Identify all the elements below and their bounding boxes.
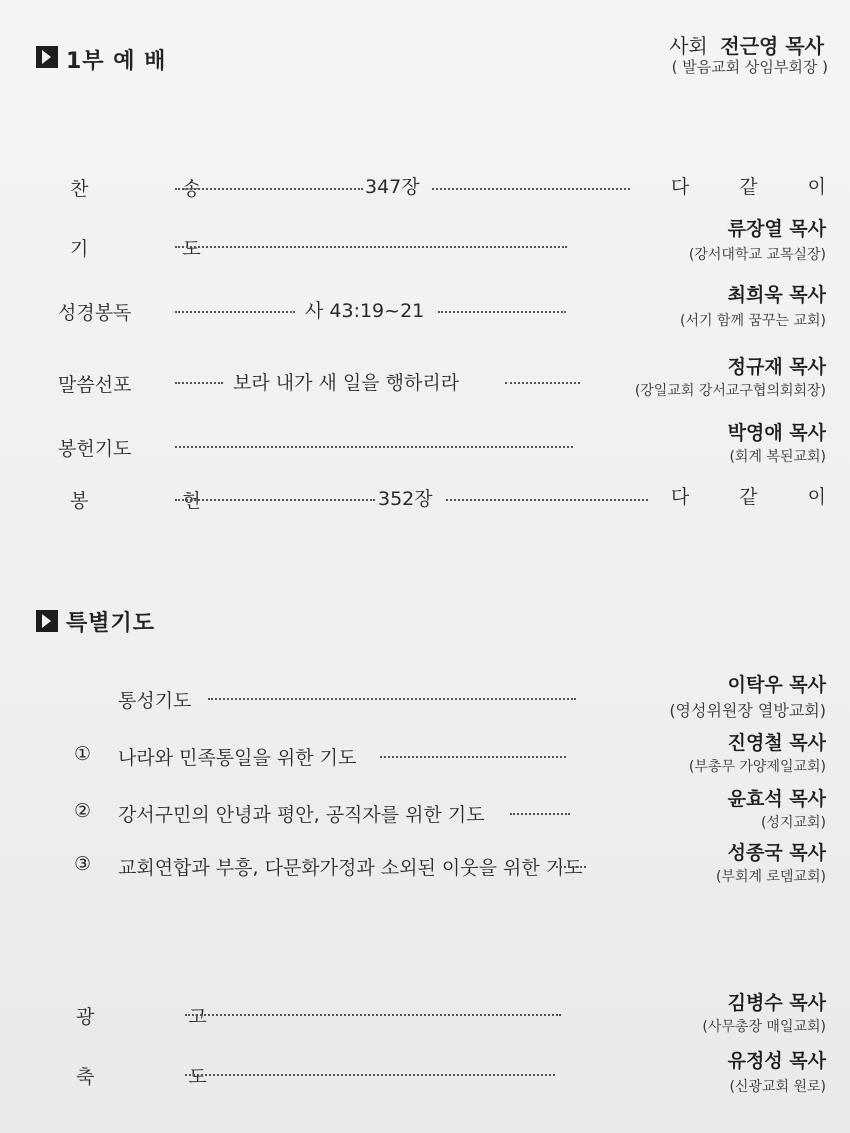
dotted-leader [556, 866, 586, 868]
item-middle-scripture: 사 43:19~21 [305, 300, 425, 322]
special-name-2: 윤효석 목사 [727, 788, 826, 810]
item-right-offering: 다 같 이 [670, 486, 848, 508]
special-label-0: 통성기도 [118, 690, 192, 712]
section-marker-icon [36, 610, 58, 632]
special-name-0: 이탁우 목사 [727, 674, 826, 696]
special-name-3: 성종국 목사 [727, 842, 826, 864]
item-affil-offering-prayer: (회계 복된교회) [729, 449, 826, 465]
special-affil-2: (성지교회) [760, 815, 826, 831]
item-name-prayer: 류장열 목사 [727, 218, 826, 240]
special-label-2: 강서구민의 안녕과 평안, 공직자를 위한 기도 [118, 804, 485, 826]
special-num-3: ③ [74, 853, 92, 875]
closing-affil-announcement: (사무총장 매일교회) [702, 1019, 826, 1035]
item-middle-offering: 352장 [378, 488, 433, 510]
dotted-leader [175, 188, 363, 190]
special-num-1: ① [74, 743, 92, 765]
closing-label-announcement: 광 고 [76, 1006, 251, 1028]
special-label-3: 교회연합과 부흥, 다문화가정과 소외된 이웃을 위한 기도 [118, 857, 583, 879]
dotted-leader [175, 311, 295, 313]
closing-affil-benediction: (신광교회 원로) [729, 1079, 826, 1095]
dotted-leader [175, 446, 573, 448]
item-affil-scripture: (서기 함께 꿈꾸는 교회) [680, 313, 826, 329]
special-affil-0: (영성위원장 열방교회) [669, 701, 826, 720]
section-marker-icon [36, 46, 58, 68]
item-name-offering-prayer: 박영애 목사 [727, 422, 826, 444]
item-right-hymn1: 다 같 이 [670, 176, 848, 198]
item-name-sermon: 정규재 목사 [727, 356, 826, 378]
closing-name-benediction: 유정성 목사 [727, 1050, 826, 1072]
item-label-sermon: 말씀선포 [58, 374, 132, 396]
item-middle-sermon: 보라 내가 새 일을 행하리라 [233, 372, 460, 394]
dotted-leader [446, 499, 648, 501]
leader-line [669, 30, 824, 59]
special-affil-3: (부회계 로뎀교회) [715, 869, 826, 885]
dotted-leader [175, 382, 223, 384]
special-num-2: ② [74, 800, 92, 822]
dotted-leader [380, 756, 566, 758]
dotted-leader [185, 1014, 561, 1016]
special-affil-1: (부총무 가양제일교회) [688, 759, 826, 775]
leader-prefix: 사회 [669, 34, 708, 58]
leader-name: 전근영 목사 [720, 34, 824, 58]
section-title-part1: 1부 예 배 [66, 49, 167, 74]
dotted-leader [208, 698, 576, 700]
dotted-leader [510, 813, 570, 815]
item-middle-hymn1: 347장 [365, 176, 420, 198]
item-label-scripture: 성경봉독 [58, 302, 132, 324]
section-title-special: 특별기도 [66, 611, 156, 636]
item-affil-prayer: (강서대학교 교목실장) [688, 247, 826, 263]
dotted-leader [175, 499, 375, 501]
item-name-scripture: 최희욱 목사 [727, 284, 826, 306]
dotted-leader [185, 1074, 555, 1076]
closing-name-announcement: 김병수 목사 [727, 992, 826, 1014]
dotted-leader [438, 311, 566, 313]
leader-affiliation: ( 발음교회 상임부회장 ) [671, 58, 828, 76]
item-label-offering-prayer: 봉헌기도 [58, 438, 132, 460]
dotted-leader [505, 382, 580, 384]
special-label-1: 나라와 민족통일을 위한 기도 [118, 747, 357, 769]
special-name-1: 진영철 목사 [727, 732, 826, 754]
item-label-prayer: 기 도 [70, 238, 245, 260]
item-label-hymn1: 찬 송 [70, 178, 245, 200]
item-affil-sermon: (강일교회 강서교구협의회회장) [634, 383, 826, 399]
item-label-offering: 봉 헌 [70, 490, 245, 512]
closing-label-benediction: 축 도 [76, 1066, 251, 1088]
dotted-leader [432, 188, 630, 190]
dotted-leader [175, 246, 567, 248]
